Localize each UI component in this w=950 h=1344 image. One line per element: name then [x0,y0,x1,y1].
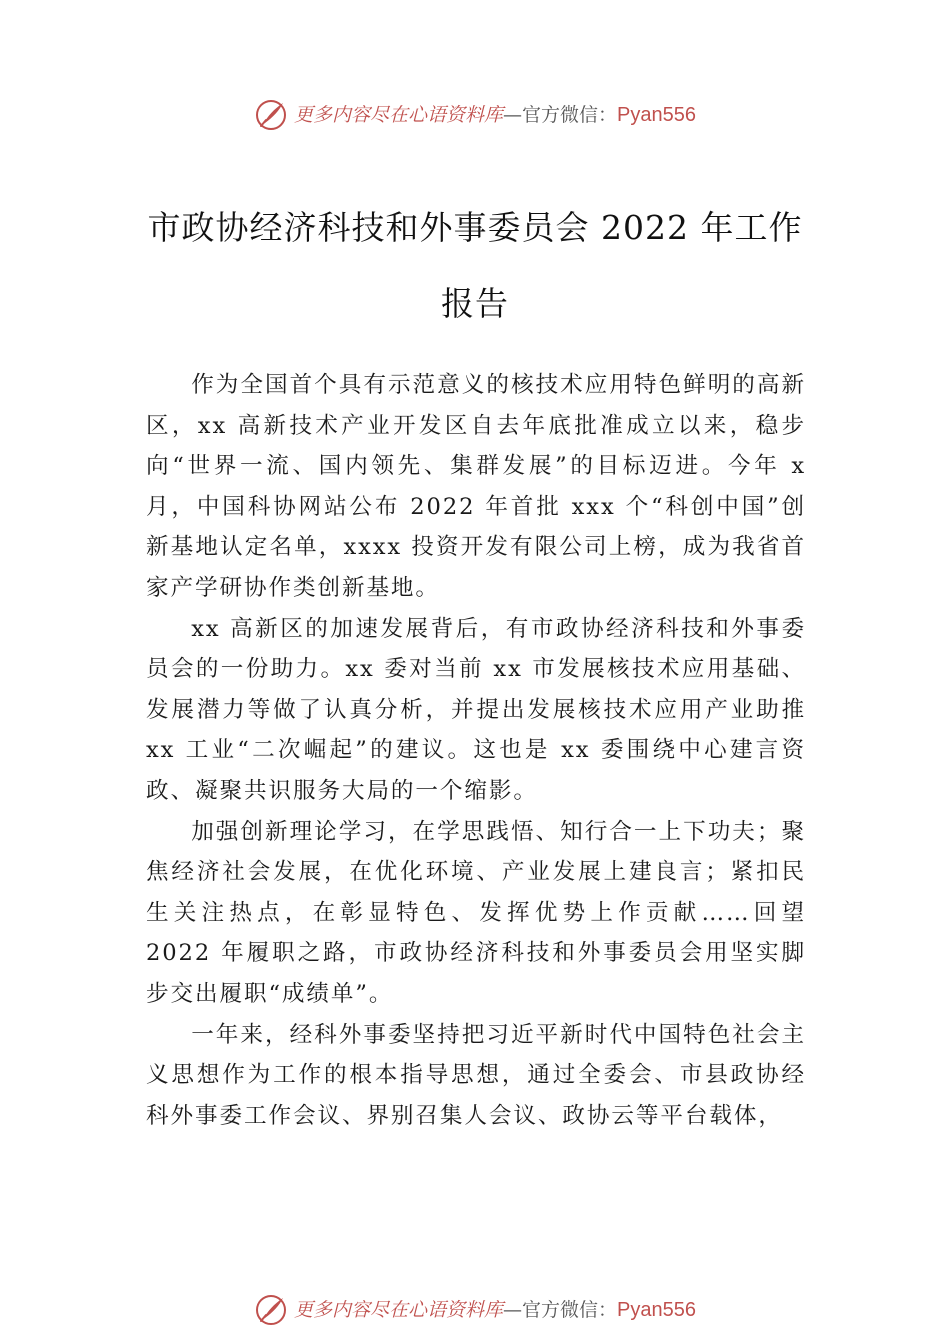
watermark-wechat-id: Pyan556 [617,1299,696,1321]
watermark-dash: — [503,104,523,126]
watermark-wechat-label: 官方微信： [522,1299,618,1321]
paragraph-1: 作为全国首个具有示范意义的核技术应用特色鲜明的高新区，xx 高新技术产业开发区自去年底批准成立以来，稳步向“世界一流、国内领先、集群发展”的目标迈进。今年 x 月，中国科协网站公布 2022 年首批 xxx 个“科创中国”创新基地认定名单，xxxx 投资开发有限公司上榜，成为我省首家产学研协作类创新基地。 [146,372,806,601]
paragraph-4: 一年来，经科外事委坚持把习近平新时代中国特色社会主义思想作为工作的根本指导思想，通过全委会、市县政协经科外事委工作会议、界别召集人会议、政协云等平台载体， [146,1021,806,1129]
title-line-2: 报告 [441,284,509,323]
quill-pen-logo-icon [254,1293,288,1327]
watermark-site-text: 更多内容尽在心语资料库 [294,1299,504,1321]
watermark-dash: — [503,1299,523,1321]
quill-pen-logo-icon [254,98,288,132]
document-title [100,190,850,342]
document-body [146,365,806,1136]
paragraph-2: xx 高新区的加速发展背后，有市政协经济科技和外事委员会的一份助力。xx 委对当前 xx 市发展核技术应用基础、发展潜力等做了认真分析，并提出发展核技术应用产业助推 xx 工业“二次崛起”的建议。这也是 xx 委围绕中心建言资政、凝聚共识服务大局的一个缩影。 [146,615,806,804]
watermark-wechat-label: 官方微信： [522,104,618,126]
watermark-wechat-id: Pyan556 [617,104,696,126]
watermark-header [0,95,950,135]
paragraph-3: 加强创新理论学习，在学思践悟、知行合一上下功夫；聚焦经济社会发展，在优化环境、产业发展上建良言；紧扣民生关注热点，在彰显特色、发挥优势上作贡献……回望 2022 年履职之路，市政协经济科技和外事委员会用坚实脚步交出履职“成绩单”。 [146,818,806,1007]
watermark-footer [0,1290,950,1330]
watermark-site-text: 更多内容尽在心语资料库 [294,104,504,126]
title-line-1: 市政协经济科技和外事委员会 2022 年工作 [147,208,803,247]
